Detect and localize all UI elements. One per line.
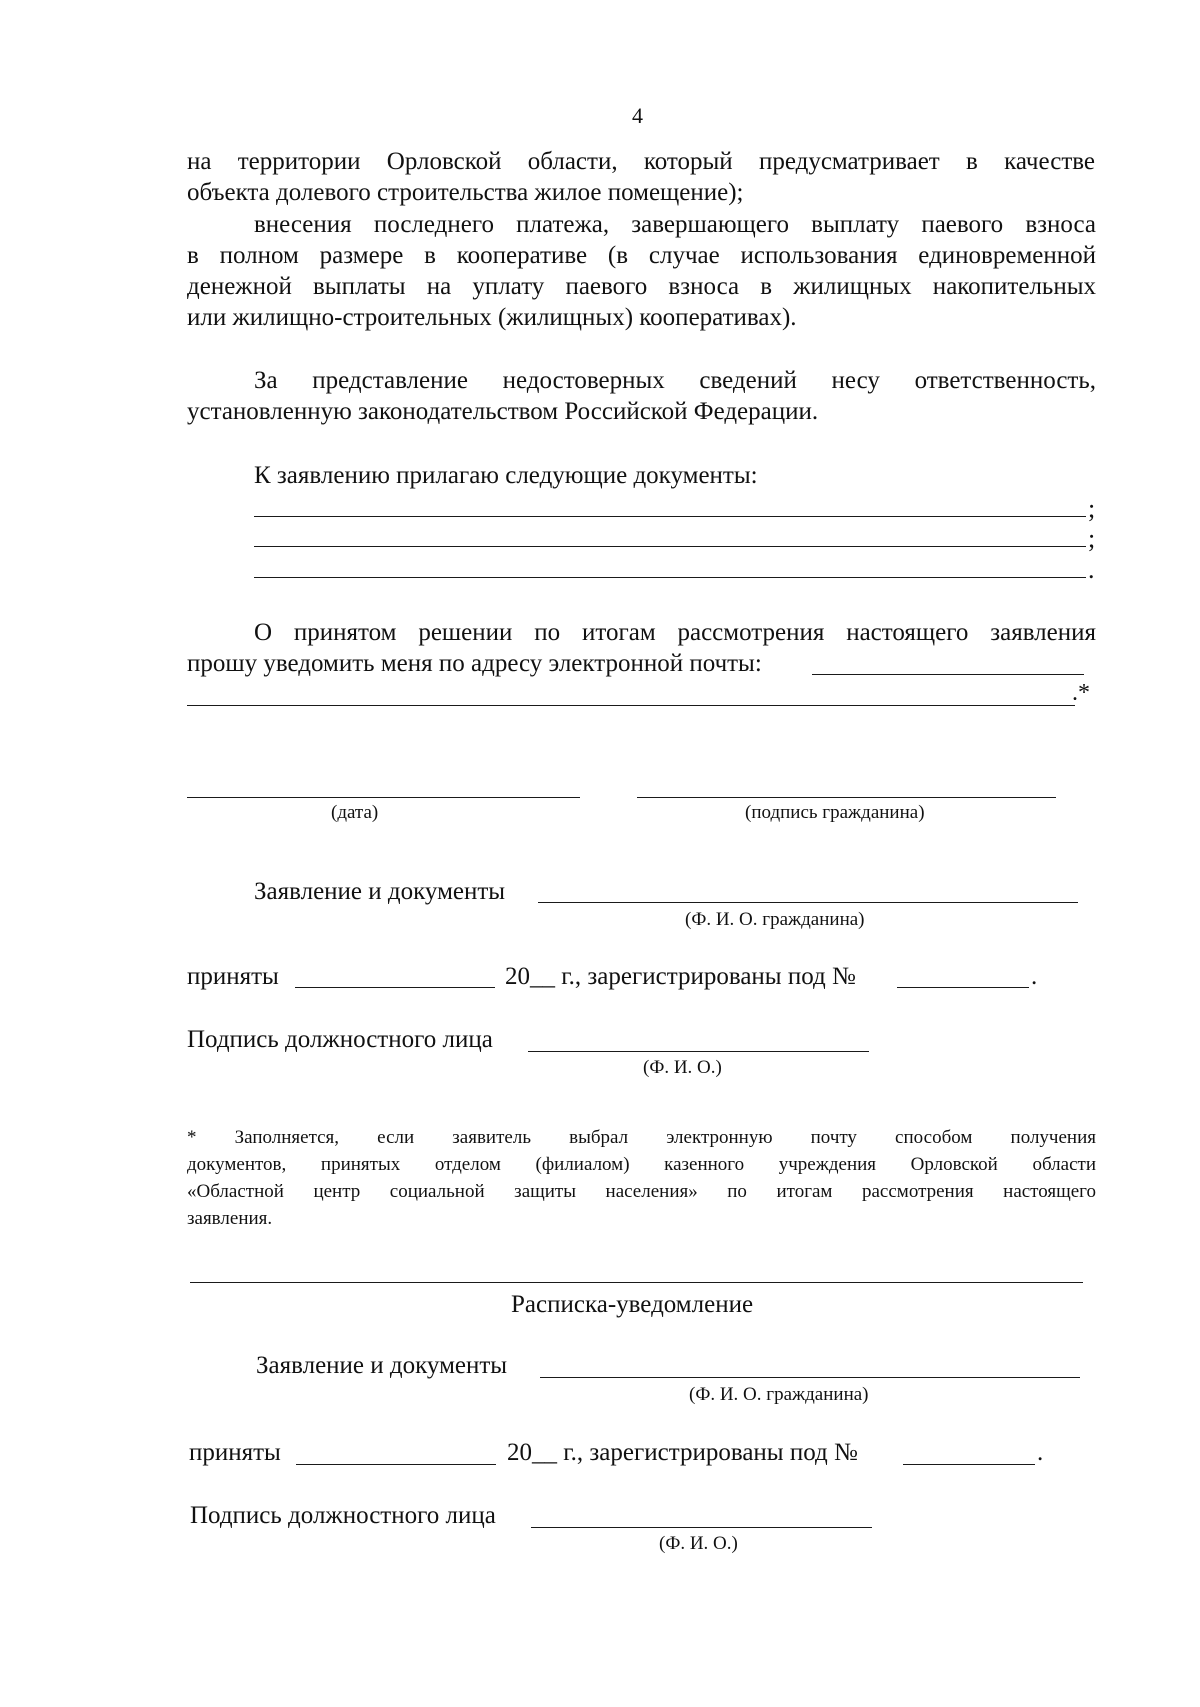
footnote-line: «Областной центр социальной защиты населения» по итогам рассмотрения настоящего [187, 1181, 1096, 1202]
paragraph-line: внесения последнего платежа, завершающего выплату паевого взноса [254, 211, 1096, 238]
attachment-end-1: ; [1088, 494, 1096, 523]
attachment-field-2[interactable] [254, 546, 1086, 547]
accepted-label: приняты [187, 963, 279, 990]
registered-label: 20__ г., зарегистрированы под № [505, 963, 856, 990]
receipt-registered-label: 20__ г., зарегистрированы под № [507, 1439, 858, 1466]
footnote-line: * Заполняется, если заявитель выбрал электронную почту способом получения [187, 1127, 1096, 1148]
footnote-mark: .* [1072, 680, 1090, 706]
receipt-citizen-name-field[interactable] [540, 1377, 1080, 1378]
paragraph-line: денежной выплаты на уплату паевого взноса в жилищных накопительных [187, 273, 1096, 300]
attachment-end-3: . [1088, 555, 1095, 584]
page-number: 4 [632, 103, 643, 128]
attachments-intro: К заявлению прилагаю следующие документы: [254, 462, 758, 489]
receipt-accepted-date-field[interactable] [296, 1464, 496, 1465]
docs-label: Заявление и документы [254, 878, 506, 905]
receipt-title: Расписка-уведомление [511, 1291, 754, 1318]
liability-line: установленную законодательством Российской Федерации. [187, 398, 819, 425]
footnote-line: заявления. [187, 1208, 273, 1229]
footnote-line: документов, принятых отделом (филиалом) казенного учреждения Орловской области [187, 1154, 1096, 1175]
signature-caption: (подпись гражданина) [745, 802, 925, 823]
paragraph-line: на территории Орловской области, который предусматривает в качестве [187, 148, 1095, 175]
end-dot: . [1031, 963, 1038, 990]
receipt-citizen-name-caption: (Ф. И. О. гражданина) [689, 1384, 869, 1405]
receipt-official-signature-label: Подпись должностного лица [190, 1502, 496, 1529]
receipt-docs-label: Заявление и документы [256, 1352, 508, 1379]
receipt-official-signature-field[interactable] [531, 1527, 872, 1528]
official-name-caption: (Ф. И. О.) [643, 1057, 722, 1078]
liability-line: За представление недостоверных сведений несу ответственность, [254, 367, 1096, 394]
email-field-continued[interactable] [187, 705, 1075, 706]
citizen-name-caption: (Ф. И. О. гражданина) [685, 909, 865, 930]
receipt-end-dot: . [1037, 1439, 1044, 1466]
cut-line [190, 1282, 1083, 1283]
email-field[interactable] [812, 674, 1084, 675]
receipt-registration-number-field[interactable] [903, 1464, 1035, 1465]
citizen-name-field[interactable] [538, 902, 1078, 903]
accepted-date-field[interactable] [295, 987, 495, 988]
notify-line: прошу уведомить меня по адресу электронной почты: [187, 650, 762, 677]
attachment-end-2: ; [1088, 524, 1096, 553]
registration-number-field[interactable] [897, 987, 1029, 988]
signature-field[interactable] [637, 797, 1056, 798]
receipt-official-name-caption: (Ф. И. О.) [659, 1533, 738, 1554]
paragraph-line: или жилищно-строительных (жилищных) кооперативах). [187, 304, 797, 331]
date-field[interactable] [187, 797, 580, 798]
notify-line: О принятом решении по итогам рассмотрения настоящего заявления [254, 619, 1096, 646]
official-signature-field[interactable] [528, 1051, 869, 1052]
date-caption: (дата) [331, 802, 379, 823]
receipt-accepted-label: приняты [189, 1439, 281, 1466]
attachment-field-3[interactable] [254, 577, 1086, 578]
attachment-field-1[interactable] [254, 516, 1086, 517]
paragraph-line: в полном размере в кооперативе (в случае использования единовременной [187, 242, 1096, 269]
paragraph-line: объекта долевого строительства жилое помещение); [187, 179, 744, 206]
official-signature-label: Подпись должностного лица [187, 1026, 493, 1053]
